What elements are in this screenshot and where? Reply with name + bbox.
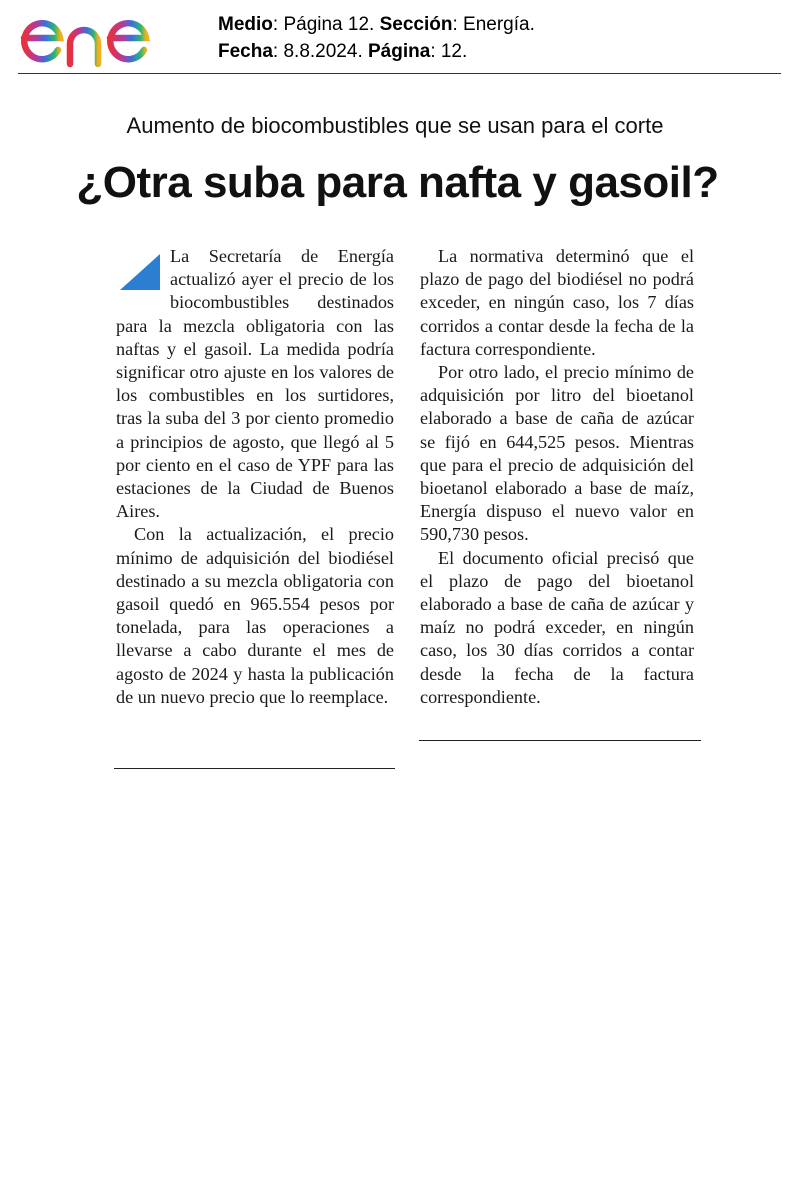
fecha-value: : 8.8.2024. <box>272 41 368 62</box>
pagina-label: Página <box>368 41 431 62</box>
column-1-end-rule <box>114 768 395 769</box>
header-divider <box>18 73 781 74</box>
meta-line-2 <box>218 38 535 65</box>
article-kicker: Aumento de biocombustibles que se usan para el corte <box>126 113 664 138</box>
article-column-2 <box>420 245 694 709</box>
meta-line-1 <box>218 11 535 38</box>
seccion-value: : Energía. <box>452 14 535 35</box>
column-2-end-rule <box>419 740 701 741</box>
triangle-marker-icon <box>116 250 164 292</box>
paragraph: La Secretaría de Energía actualizó ayer el precio de los biocombustibles destinados para la mezcla obligatoria con las naftas y el gasoil. La medida podría significar otro ajuste en los valores de los combustibles en los surtidores, tras la suba del 3 por ciento promedio a principios de agosto, que llegó al 5 por ciento en el caso de YPF para las estaciones de la Ciudad de Buenos Aires. <box>116 246 394 522</box>
paragraph: El documento oficial precisó que el plazo de pago del bioetanol elaborado a base de caña de azúcar y maíz no podrá exceder, en ningún caso, los 30 días corridos a contar desde la fecha de la factura correspondiente. <box>420 547 694 707</box>
pagina-value: : 12. <box>430 41 468 62</box>
seccion-label: Sección <box>379 14 453 35</box>
paragraph: La normativa determinó que el plazo de pago del biodiésel no podrá exceder, en ningún caso, los 7 días corridos a contar desde la fecha de la factura correspondiente. <box>420 246 694 359</box>
source-metadata <box>218 11 535 65</box>
paragraph: Con la actualización, el precio mínimo de adquisición del biodiésel destinado a su mezcla obligatoria con gasoil quedó en 965.554 pesos por tonelada, para las operaciones a llevarse a cabo durante el mes de agosto de 2024 y hasta la publicación de un nuevo precio que lo reemplace. <box>116 524 394 707</box>
fecha-label: Fecha <box>218 41 273 62</box>
article-headline: ¿Otra suba para nafta y gasoil? <box>76 158 719 207</box>
enel-logo <box>14 4 194 72</box>
page-header <box>0 0 800 76</box>
article-column-1 <box>116 245 394 709</box>
medio-label: Medio <box>218 14 273 35</box>
paragraph: Por otro lado, el precio mínimo de adquisición por litro del bioetanol elaborado a base de caña de azúcar se fijó en 644,525 pesos. Mientras que para el precio de adquisición del bioetanol elaborado a base de maíz, Energía dispuso el nuevo valor en 590,730 pesos. <box>420 362 694 545</box>
medio-value: : Página 12. <box>272 14 380 35</box>
